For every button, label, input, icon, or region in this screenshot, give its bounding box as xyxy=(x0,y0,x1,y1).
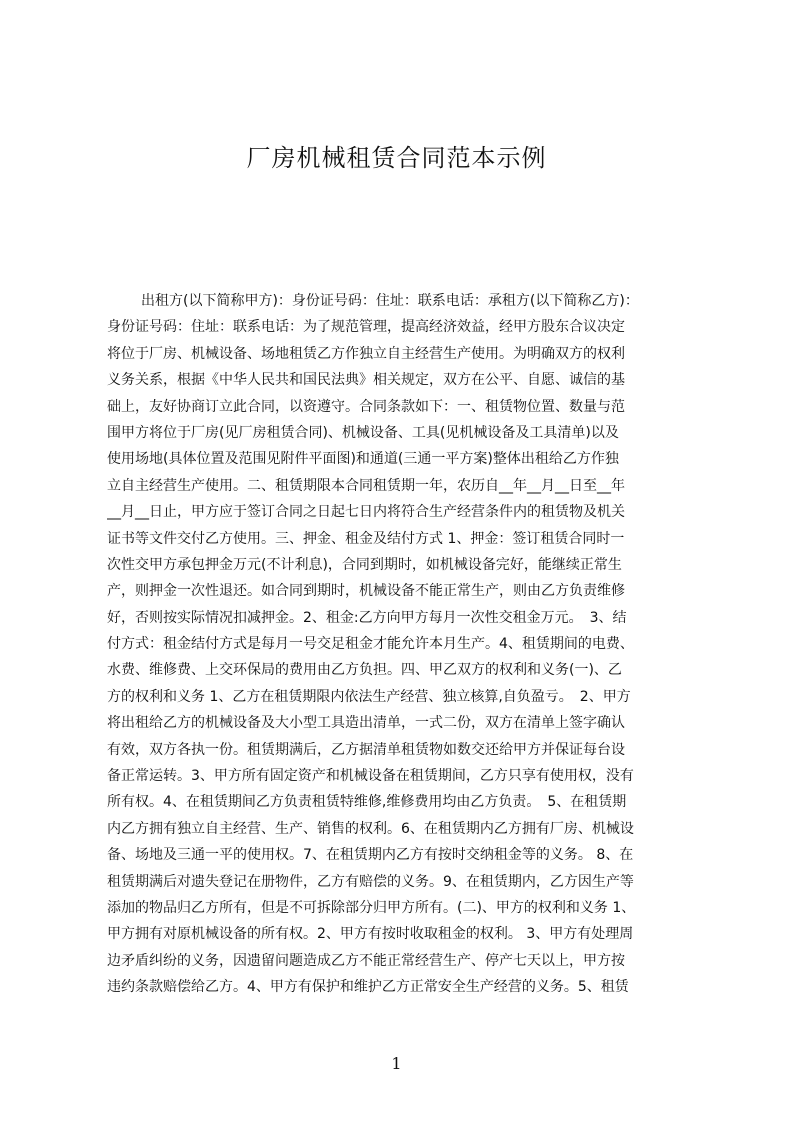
paragraph-line: 备正常运转。3、甲方所有固定资产和机械设备在租赁期间，乙方只享有使用权，没有 xyxy=(107,768,634,785)
paragraph-first-line: 出租方(以下简称甲方)：身份证号码：住址：联系电话：承租方(以下简称乙方)： xyxy=(141,293,639,309)
paragraph-line: 付方式：租金结付方式是每月一号交足租金才能允许本月生产。4、租赁期间的电费、 xyxy=(107,636,634,653)
contract-body xyxy=(107,288,696,1018)
paragraph-line: 有效，双方各执一份。租赁期满后，乙方据清单租赁物如数交还给甲方并保证每台设 xyxy=(107,741,625,758)
paragraph-line: 身份证号码：住址：联系电话：为了规范管理，提高经济效益，经甲方股东合议决定 xyxy=(107,319,625,336)
paragraph-line: 边矛盾纠纷的义务，因遗留问题造成乙方不能正常经营生产、停产七天以上，甲方按 xyxy=(107,952,625,969)
page-number: 1 xyxy=(391,1054,402,1073)
paragraph-line: 义务关系，根据《中华人民共和国民法典》相关规定，双方在公平、自愿、诚信的基 xyxy=(107,372,625,389)
paragraph-line: 围甲方将位于厂房(见厂房租赁合同)、机械设备、工具(见机械设备及工具清单)以及 xyxy=(107,424,619,441)
paragraph-line: 立自主经营生产使用。二、租赁期限本合同租赁期一年，农历自__年__月__日至__年 xyxy=(107,477,625,494)
paragraph-line: 使用场地(具体位置及范围见附件平面图)和通道(三通一平方案)整体出租给乙方作独 xyxy=(107,451,619,468)
paragraph-line: 内乙方拥有独立自主经营、生产、销售的权利。6、在租赁期内乙方拥有厂房、机械设 xyxy=(107,820,634,837)
paragraph-line: 础上，友好协商订立此合同，以资遵守。合同条款如下：一、租赁物位置、数量与范 xyxy=(107,398,625,415)
document-title: 厂房机械租赁合同范本示例 xyxy=(246,144,547,172)
paragraph-line: 添加的物品归乙方所有，但是不可拆除部分归甲方所有。(二)、甲方的权利和义务 1、 xyxy=(107,899,636,916)
paragraph-line: 将出租给乙方的机械设备及大小型工具造出清单，一式二份，双方在清单上签字确认 xyxy=(107,715,625,732)
paragraph-line: 次性交甲方承包押金万元(不计利息)，合同到期时，如机械设备完好，能继续正常生 xyxy=(107,556,622,573)
paragraph-line: 产，则押金一次性退还。如合同到期时，机械设备不能正常生产，则由乙方负责维修 xyxy=(107,583,625,600)
paragraph-line: 备、场地及三通一平的使用权。7、在租赁期内乙方有按时交纳租金等的义务。 8、在 xyxy=(107,847,634,864)
paragraph-line: 违约条款赔偿给乙方。4、甲方有保护和维护乙方正常安全生产经营的义务。5、租赁 xyxy=(107,979,629,996)
paragraph-line: 证书等文件交付乙方使用。三、押金、租金及结付方式 1、押金：签订租赁合同时一 xyxy=(107,530,625,547)
paragraph-line: 水费、维修费、上交环保局的费用由乙方负担。四、甲乙双方的权利和义务(一)、乙 xyxy=(107,662,622,679)
paragraph-line: 方的权利和义务 1、乙方在租赁期限内依法生产经营、独立核算,自负盈亏。 2、甲方 xyxy=(107,688,631,705)
paragraph-line: 租赁期满后对遗失登记在册物件，乙方有赔偿的义务。9、在租赁期内，乙方因生产等 xyxy=(107,873,634,890)
paragraph-line: 所有权。4、在租赁期间乙方负责租赁特维修,维修费用均由乙方负责。 5、在租赁期 xyxy=(107,794,627,811)
paragraph-line: 好，否则按实际情况扣减押金。2、租金:乙方向甲方每月一次性交租金万元。 3、结 xyxy=(107,609,627,626)
paragraph-line: 将位于厂房、机械设备、场地租赁乙方作独立自主经营生产使用。为明确双方的权利 xyxy=(107,345,625,362)
paragraph-line: 甲方拥有对原机械设备的所有权。2、甲方有按时收取租金的权利。 3、甲方有处理周 xyxy=(107,926,634,943)
paragraph-line: __月__日止，甲方应于签订合同之日起七日内将符合生产经营条件内的租赁物及机关 xyxy=(107,504,625,521)
